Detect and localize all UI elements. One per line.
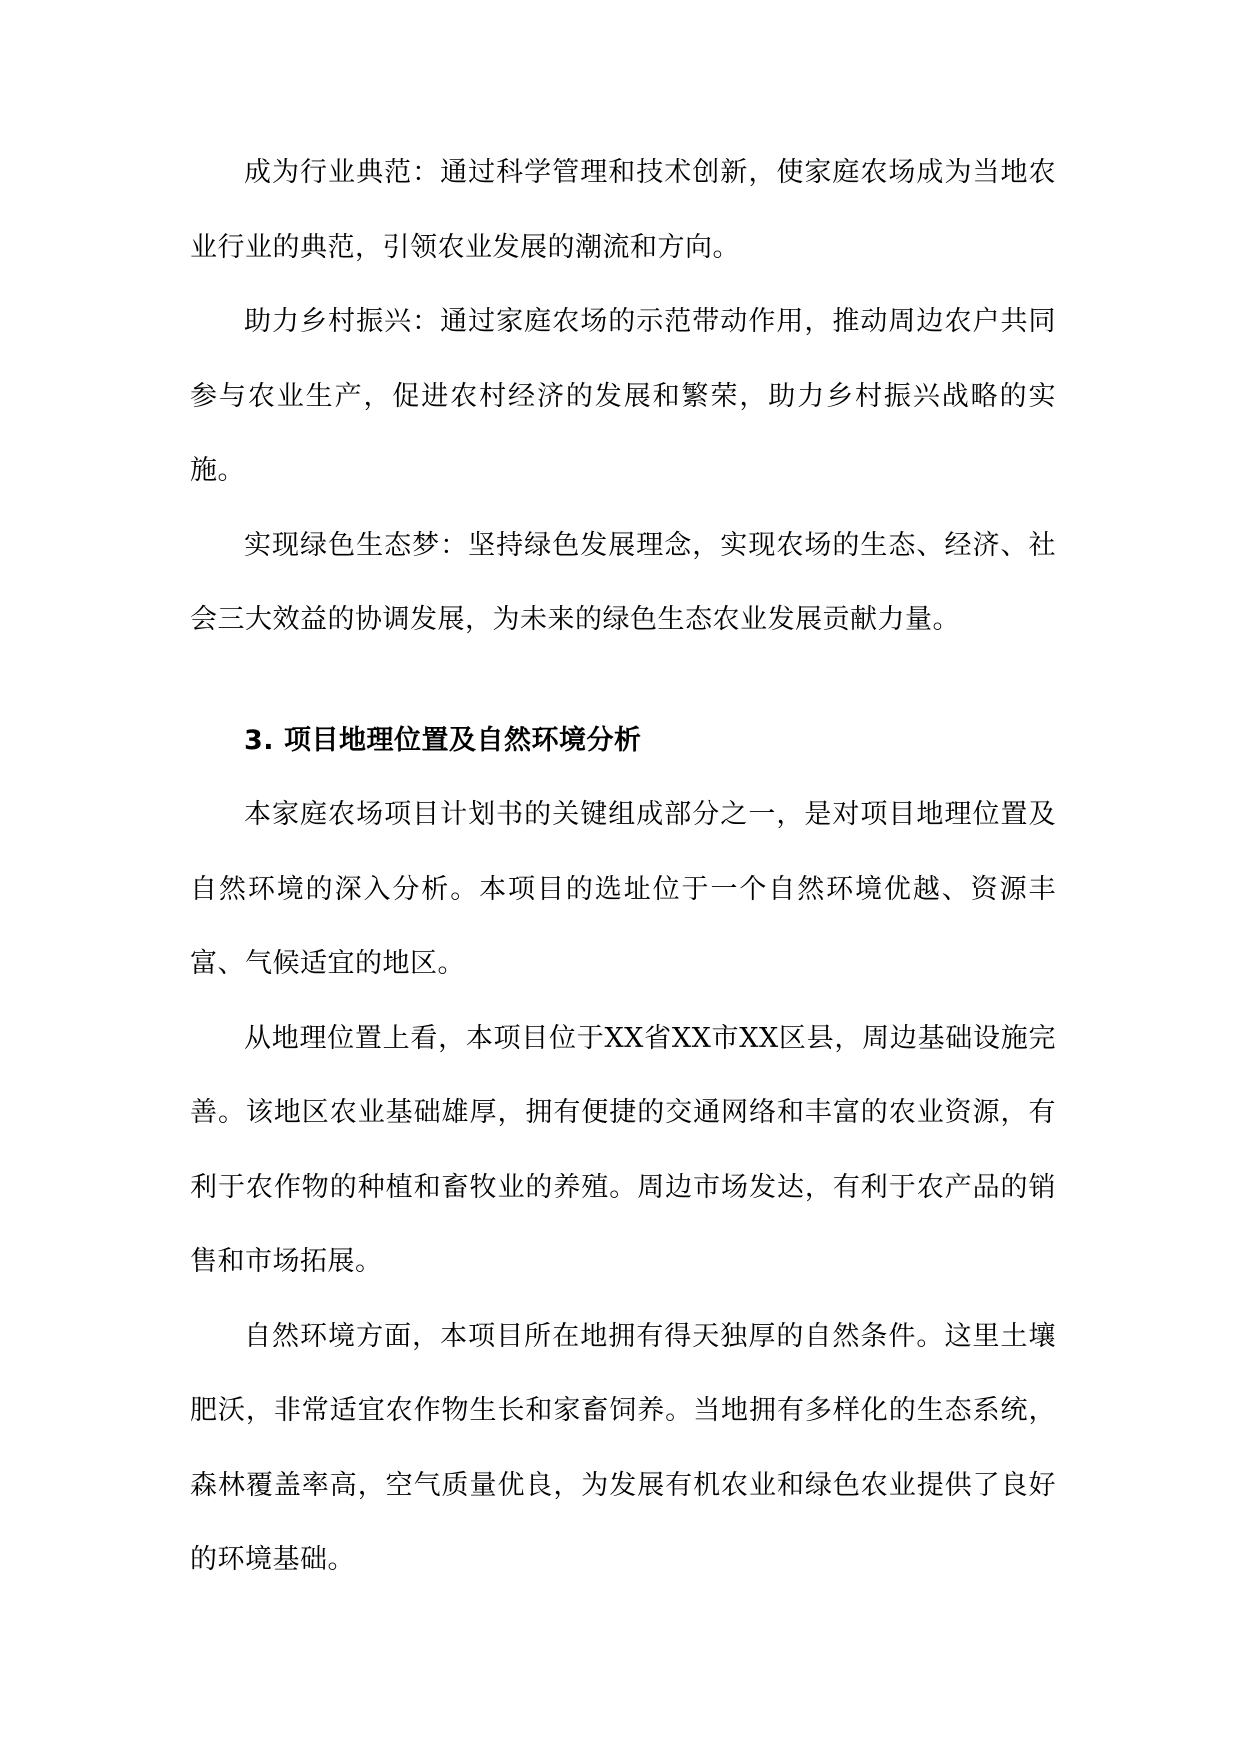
paragraph-natural-environment: 自然环境方面，本项目所在地拥有得天独厚的自然条件。这里土壤肥沃，非常适宜农作物生长和家畜饲养。当地拥有多样化的生态系统，森林覆盖率高，空气质量优良，为发展有机农业和绿色农业提供了良好的环境基础。 — [190, 1320, 1056, 1575]
paragraph-location-intro: 本家庭农场项目计划书的关键组成部分之一，是对项目地理位置及自然环境的深入分析。本项目的选址位于一个自然环境优越、资源丰富、气候适宜的地区。 — [190, 799, 1056, 979]
paragraph-industry-model: 成为行业典范：通过科学管理和技术创新，使家庭农场成为当地农业行业的典范，引领农业发展的潮流和方向。 — [190, 157, 1056, 263]
section-heading: 3. 项目地理位置及自然环境分析 — [244, 724, 642, 756]
document-body — [190, 136, 1056, 1598]
paragraph-rural-revitalization: 助力乡村振兴：通过家庭农场的示范带动作用，推动周边农户共同参与农业生产，促进农村经济的发展和繁荣，助力乡村振兴战略的实施。 — [190, 306, 1056, 486]
paragraph-geographic-location: 从地理位置上看，本项目位于XX省XX市XX区县，周边基础设施完善。该地区农业基础雄厚，拥有便捷的交通网络和丰富的农业资源，有利于农作物的种植和畜牧业的养殖。周边市场发达，有利于农产品的销售和市场拓展。 — [190, 1022, 1056, 1277]
paragraph-green-ecology: 实现绿色生态梦：坚持绿色发展理念，实现农场的生态、经济、社会三大效益的协调发展，为未来的绿色生态农业发展贡献力量。 — [190, 529, 1056, 635]
